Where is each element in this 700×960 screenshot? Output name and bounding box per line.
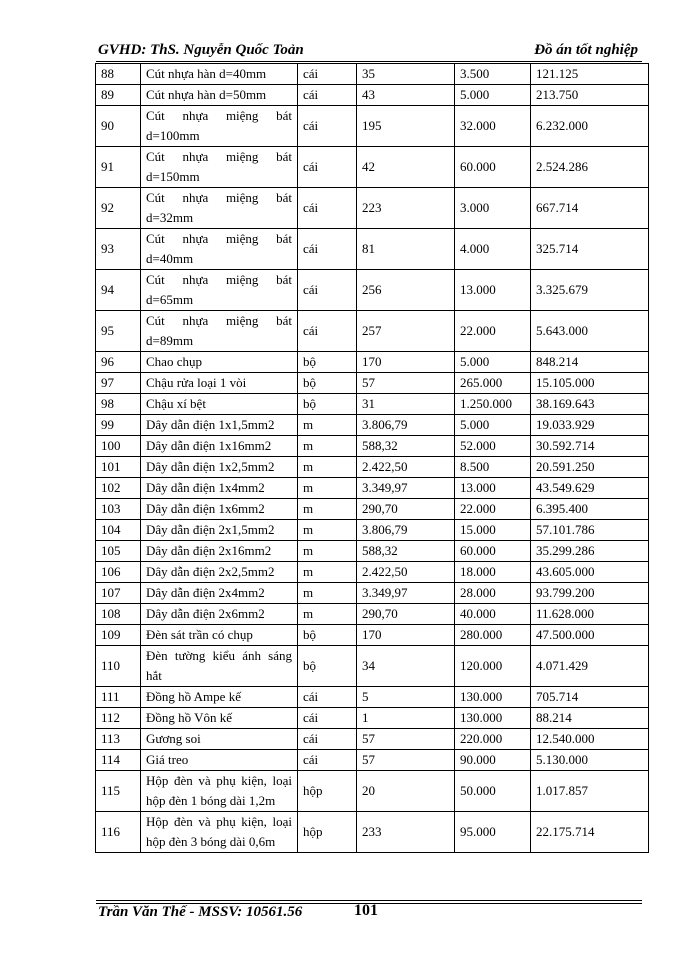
item-quantity: 233 [357, 812, 455, 853]
item-total: 6.395.400 [531, 499, 649, 520]
item-unit: cái [298, 106, 357, 147]
item-unit-price: 90.000 [455, 750, 531, 771]
item-name: Dây dẫn điện 2x2,5mm2 [141, 562, 298, 583]
row-number: 112 [96, 708, 141, 729]
item-name: Đèn sát trần có chụp [141, 625, 298, 646]
item-name: Cút nhựa hàn d=50mm [141, 85, 298, 106]
item-unit: hộp [298, 812, 357, 853]
row-number: 95 [96, 311, 141, 352]
item-name: Giá treo [141, 750, 298, 771]
item-unit-price: 52.000 [455, 436, 531, 457]
table-row [96, 729, 649, 750]
item-total: 213.750 [531, 85, 649, 106]
item-unit-price: 95.000 [455, 812, 531, 853]
table-row [96, 771, 649, 812]
item-quantity: 31 [357, 394, 455, 415]
item-unit: m [298, 457, 357, 478]
item-name: Chậu xí bệt [141, 394, 298, 415]
item-total: 11.628.000 [531, 604, 649, 625]
item-unit: cái [298, 270, 357, 311]
item-name: Đồng hồ Ampe kế [141, 687, 298, 708]
item-name: Cút nhựa miệng bát d=89mm [141, 311, 298, 352]
table-row [96, 646, 649, 687]
footer-author: Trần Văn Thế - MSSV: 10561.56 [98, 904, 303, 920]
item-unit: cái [298, 188, 357, 229]
item-quantity: 57 [357, 373, 455, 394]
table-row [96, 270, 649, 311]
table-row [96, 147, 649, 188]
item-total: 93.799.200 [531, 583, 649, 604]
table-row [96, 311, 649, 352]
item-unit-price: 265.000 [455, 373, 531, 394]
item-name: Hộp đèn và phụ kiện, loại hộp đèn 1 bóng dài 1,2m [141, 771, 298, 812]
item-total: 12.540.000 [531, 729, 649, 750]
item-quantity: 1 [357, 708, 455, 729]
header-document-title: Đồ án tốt nghiệp [534, 42, 638, 58]
item-name: Cút nhựa miệng bát d=150mm [141, 147, 298, 188]
table-row [96, 750, 649, 771]
item-unit-price: 120.000 [455, 646, 531, 687]
table-row [96, 394, 649, 415]
row-number: 104 [96, 520, 141, 541]
row-number: 107 [96, 583, 141, 604]
item-unit: bộ [298, 394, 357, 415]
item-quantity: 42 [357, 147, 455, 188]
item-quantity: 170 [357, 625, 455, 646]
table-row [96, 373, 649, 394]
row-number: 97 [96, 373, 141, 394]
page-number: 101 [354, 902, 378, 919]
row-number: 108 [96, 604, 141, 625]
item-total: 30.592.714 [531, 436, 649, 457]
item-total: 47.500.000 [531, 625, 649, 646]
item-unit: m [298, 520, 357, 541]
item-name: Đèn tường kiểu ánh sáng hắt [141, 646, 298, 687]
table-row [96, 229, 649, 270]
item-name: Dây dẫn điện 1x4mm2 [141, 478, 298, 499]
item-total: 5.643.000 [531, 311, 649, 352]
item-unit: cái [298, 229, 357, 270]
item-quantity: 3.806,79 [357, 415, 455, 436]
item-unit-price: 130.000 [455, 687, 531, 708]
table-row [96, 541, 649, 562]
item-total: 57.101.786 [531, 520, 649, 541]
row-number: 92 [96, 188, 141, 229]
item-unit: cái [298, 729, 357, 750]
item-quantity: 223 [357, 188, 455, 229]
item-unit-price: 22.000 [455, 499, 531, 520]
item-total: 5.130.000 [531, 750, 649, 771]
item-name: Cút nhựa miệng bát d=100mm [141, 106, 298, 147]
item-quantity: 3.806,79 [357, 520, 455, 541]
table-row [96, 106, 649, 147]
row-number: 89 [96, 85, 141, 106]
item-name: Gương soi [141, 729, 298, 750]
item-unit: bộ [298, 646, 357, 687]
table-row [96, 478, 649, 499]
item-unit-price: 5.000 [455, 352, 531, 373]
item-unit-price: 280.000 [455, 625, 531, 646]
item-quantity: 20 [357, 771, 455, 812]
row-number: 100 [96, 436, 141, 457]
item-unit: m [298, 436, 357, 457]
item-unit-price: 130.000 [455, 708, 531, 729]
row-number: 98 [96, 394, 141, 415]
item-unit-price: 3.500 [455, 64, 531, 85]
item-unit-price: 28.000 [455, 583, 531, 604]
item-quantity: 57 [357, 729, 455, 750]
item-total: 88.214 [531, 708, 649, 729]
item-unit-price: 4.000 [455, 229, 531, 270]
item-name: Cút nhựa miệng bát d=65mm [141, 270, 298, 311]
item-total: 848.214 [531, 352, 649, 373]
row-number: 101 [96, 457, 141, 478]
header-supervisor: GVHD: ThS. Nguyễn Quốc Toản [98, 42, 304, 58]
row-number: 109 [96, 625, 141, 646]
row-number: 94 [96, 270, 141, 311]
row-number: 93 [96, 229, 141, 270]
item-unit: m [298, 604, 357, 625]
item-unit-price: 32.000 [455, 106, 531, 147]
materials-table-body [96, 64, 649, 853]
row-number: 90 [96, 106, 141, 147]
table-row [96, 687, 649, 708]
item-name: Cút nhựa hàn d=40mm [141, 64, 298, 85]
item-name: Dây dẫn điện 1x2,5mm2 [141, 457, 298, 478]
item-total: 35.299.286 [531, 541, 649, 562]
item-name: Hộp đèn và phụ kiện, loại hộp đèn 3 bóng dài 0,6m [141, 812, 298, 853]
item-total: 38.169.643 [531, 394, 649, 415]
item-unit-price: 15.000 [455, 520, 531, 541]
item-total: 43.549.629 [531, 478, 649, 499]
item-total: 43.605.000 [531, 562, 649, 583]
row-number: 96 [96, 352, 141, 373]
item-total: 667.714 [531, 188, 649, 229]
item-unit: bộ [298, 625, 357, 646]
table-row [96, 499, 649, 520]
row-number: 116 [96, 812, 141, 853]
item-unit: cái [298, 311, 357, 352]
table-row [96, 188, 649, 229]
row-number: 113 [96, 729, 141, 750]
row-number: 105 [96, 541, 141, 562]
item-quantity: 35 [357, 64, 455, 85]
item-quantity: 2.422,50 [357, 457, 455, 478]
item-total: 705.714 [531, 687, 649, 708]
item-name: Dây dẫn điện 2x6mm2 [141, 604, 298, 625]
item-quantity: 5 [357, 687, 455, 708]
item-name: Dây dẫn điện 2x1,5mm2 [141, 520, 298, 541]
item-total: 15.105.000 [531, 373, 649, 394]
table-row [96, 352, 649, 373]
item-quantity: 195 [357, 106, 455, 147]
item-unit: cái [298, 85, 357, 106]
item-name: Cút nhựa miệng bát d=32mm [141, 188, 298, 229]
item-name: Đồng hồ Vôn kế [141, 708, 298, 729]
item-unit: bộ [298, 352, 357, 373]
header-rule [96, 61, 642, 62]
row-number: 99 [96, 415, 141, 436]
item-name: Dây dẫn điện 1x1,5mm2 [141, 415, 298, 436]
table-row [96, 415, 649, 436]
item-unit: bộ [298, 373, 357, 394]
item-unit: m [298, 415, 357, 436]
item-quantity: 81 [357, 229, 455, 270]
item-quantity: 290,70 [357, 499, 455, 520]
item-unit-price: 18.000 [455, 562, 531, 583]
row-number: 110 [96, 646, 141, 687]
item-unit: cái [298, 687, 357, 708]
item-unit: cái [298, 147, 357, 188]
table-row [96, 457, 649, 478]
page-header [98, 40, 638, 62]
table-row [96, 85, 649, 106]
item-quantity: 170 [357, 352, 455, 373]
table-row [96, 520, 649, 541]
row-number: 114 [96, 750, 141, 771]
item-quantity: 588,32 [357, 541, 455, 562]
item-unit: cái [298, 708, 357, 729]
row-number: 115 [96, 771, 141, 812]
item-total: 121.125 [531, 64, 649, 85]
item-unit-price: 22.000 [455, 311, 531, 352]
item-quantity: 57 [357, 750, 455, 771]
row-number: 106 [96, 562, 141, 583]
item-quantity: 290,70 [357, 604, 455, 625]
item-unit-price: 8.500 [455, 457, 531, 478]
row-number: 88 [96, 64, 141, 85]
item-total: 2.524.286 [531, 147, 649, 188]
item-quantity: 3.349,97 [357, 583, 455, 604]
item-unit: m [298, 541, 357, 562]
item-total: 19.033.929 [531, 415, 649, 436]
item-name: Dây dẫn điện 1x6mm2 [141, 499, 298, 520]
table-row [96, 604, 649, 625]
item-quantity: 34 [357, 646, 455, 687]
table-row [96, 436, 649, 457]
item-unit-price: 13.000 [455, 478, 531, 499]
table-row [96, 812, 649, 853]
table-row [96, 625, 649, 646]
item-unit-price: 40.000 [455, 604, 531, 625]
item-unit: m [298, 478, 357, 499]
item-name: Dây dẫn điện 2x16mm2 [141, 541, 298, 562]
table-row [96, 708, 649, 729]
item-unit-price: 5.000 [455, 415, 531, 436]
item-unit-price: 60.000 [455, 541, 531, 562]
row-number: 102 [96, 478, 141, 499]
item-total: 6.232.000 [531, 106, 649, 147]
item-name: Chao chụp [141, 352, 298, 373]
item-quantity: 256 [357, 270, 455, 311]
page-footer [98, 900, 638, 924]
item-name: Cút nhựa miệng bát d=40mm [141, 229, 298, 270]
item-quantity: 588,32 [357, 436, 455, 457]
item-unit-price: 50.000 [455, 771, 531, 812]
item-unit: m [298, 499, 357, 520]
table-row [96, 562, 649, 583]
item-unit: hộp [298, 771, 357, 812]
item-total: 20.591.250 [531, 457, 649, 478]
row-number: 111 [96, 687, 141, 708]
item-total: 3.325.679 [531, 270, 649, 311]
item-unit-price: 1.250.000 [455, 394, 531, 415]
materials-table [95, 63, 649, 853]
item-name: Dây dẫn điện 1x16mm2 [141, 436, 298, 457]
table-row [96, 583, 649, 604]
item-total: 4.071.429 [531, 646, 649, 687]
item-quantity: 3.349,97 [357, 478, 455, 499]
item-unit-price: 5.000 [455, 85, 531, 106]
table-row [96, 64, 649, 85]
item-quantity: 2.422,50 [357, 562, 455, 583]
item-quantity: 43 [357, 85, 455, 106]
item-unit-price: 13.000 [455, 270, 531, 311]
item-unit: cái [298, 750, 357, 771]
item-total: 1.017.857 [531, 771, 649, 812]
item-name: Chậu rửa loại 1 vòi [141, 373, 298, 394]
item-unit-price: 3.000 [455, 188, 531, 229]
item-unit: m [298, 562, 357, 583]
item-unit-price: 220.000 [455, 729, 531, 750]
item-unit: cái [298, 64, 357, 85]
item-name: Dây dẫn điện 2x4mm2 [141, 583, 298, 604]
item-unit: m [298, 583, 357, 604]
item-total: 22.175.714 [531, 812, 649, 853]
item-unit-price: 60.000 [455, 147, 531, 188]
item-total: 325.714 [531, 229, 649, 270]
row-number: 103 [96, 499, 141, 520]
row-number: 91 [96, 147, 141, 188]
item-quantity: 257 [357, 311, 455, 352]
